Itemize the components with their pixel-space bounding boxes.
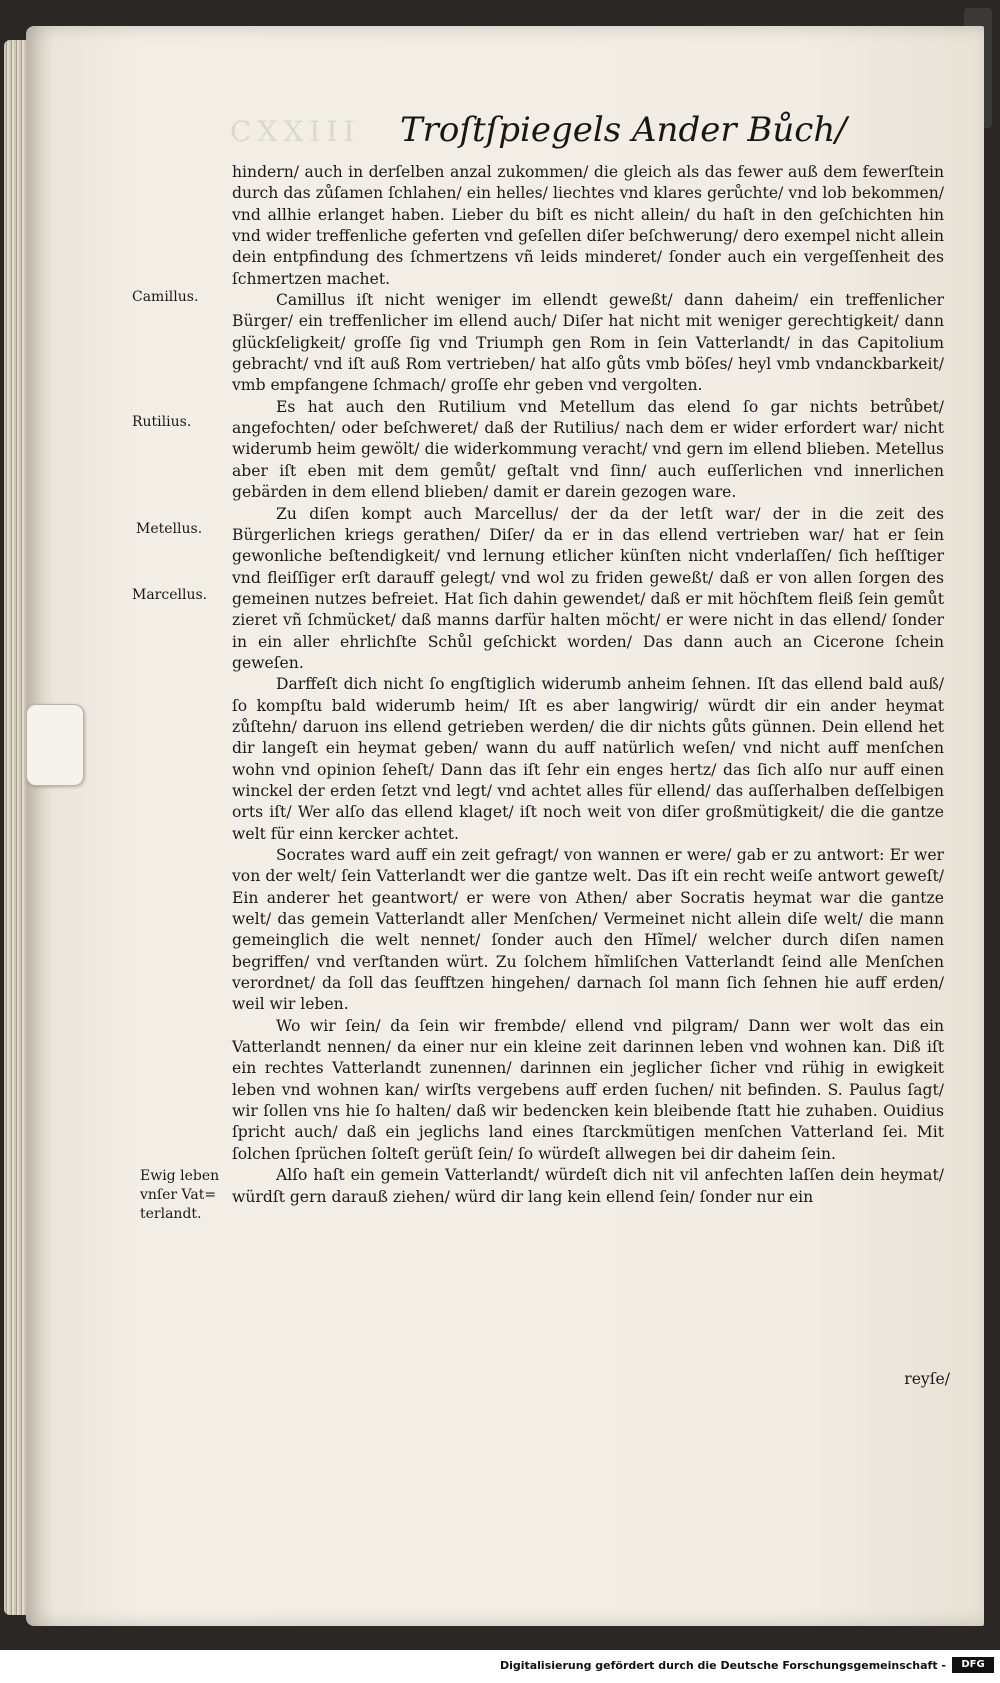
catchword: reyſe/ <box>904 1370 950 1388</box>
margin-note-metellus: Metellus. <box>136 521 203 537</box>
paragraph: Camillus iſt nicht weniger im ellendt geweßt/ dann daheim/ ein treffenlicher Bürger/ ein treffenlicher im ellend auch/ Diſer hat nicht mit weniger gerechtigkeit/ dann glückſeligkeit/ groſſe ſig vnd Triumph gen Rom in ſein Vatterlandt/ in das Capitolium gebracht/ vnd iſt auß Rom vertrieben/ hat alſo gůts vmb böſes/ heyl vmb vndanckbarkeit/ vmb empfangene ſchmach/ groſſe ehr geben vnd vergolten. <box>232 291 944 395</box>
body-text <box>232 162 944 1208</box>
margin-note-line: terlandt. <box>140 1206 202 1222</box>
paragraph: hindern/ auch in derſelben anzal zukommen/ die gleich als das fewer auß dem fewerſtein durch das zůſamen ſchlahen/ ein helles/ liechtes vnd klares gerůchte/ vnd lob bekommen/ vnd allhie erlanget haben. Lieber du biſt es nicht allein/ du haſt in den geſchichten hin vnd wider treffenliche geferten vnd geſellen diſer beſchwerung/ dero exempel nicht allein dein entpfindung des ſchmertzens vñ leids minderet/ ſonder auch ein vergeſſenheit des ſchmertzen machet. <box>232 163 944 288</box>
margin-note-marcellus: Marcellus. <box>132 587 208 603</box>
footer-bar <box>0 1651 1000 1683</box>
paragraph: Socrates ward auff ein zeit gefragt/ von wannen er were/ gab er zu antwort: Er wer von der welt/ ſein Vatterlandt wer die gantze welt. Das iſt ein recht weiſe antwort geweſt/ Ein anderer het geantwort/ er were von Athen/ aber Socratis heymat war die gantze welt/ das gemein Vatterlandt aller Menſchen/ Vermeinet nicht allein diſe welt/ die mann gemeinglich die welt nennet/ ſonder auch den Hĩmel/ welcher durch diſen namen begriffen/ vnd verſtanden würt. Zu ſolchem hĩmliſchen Vatterlandt ſeind alle Menſchen verordnet/ da ſoll das ſeufftzen hingehen/ darnach ſol mann ſich ſehnen hie auff erden/ weil wir leben. <box>232 846 944 1014</box>
paragraph: Wo wir ſein/ da ſein wir frembde/ ellend vnd pilgram/ Dann wer wolt das ein Vatterlandt nennen/ da einer nur ein kleine zeit darinnen leben vnd wohnen kan. Diß iſt ein rechtes Vatterlandt zunennen/ darinnen ein jeglicher ſicher vnd rühig in ewigkeit leben vnd wohnen kan/ wirſts vergebens auff erden ſuchen/ nit befinden. S. Paulus ſagt/ wir ſollen vns hie ſo halten/ daß wir bedencken kein bleibende ſtatt hie zuhaben. Ouidius ſpricht auch/ daß ein jeglichs land eines ſtarckmütigen menſchen Vatterland ſei. Mit ſolchen ſprüchen ſolteſt gerüſt ſein/ ſo würdeſt allwegen bei dir daheim ſein. <box>232 1016 944 1163</box>
running-head: Troſtſpiegels Ander Bůch/ <box>400 110 847 150</box>
paragraph: Darffeſt dich nicht ſo engſtiglich widerumb anheim ſehnen. Iſt das ellend bald auß/ ſo kompſtu bald widerumb heim/ Iſt es aber langwirig/ würdt dir ein ander heymat zůſtehn/ daruon ins ellend getrieben werden/ die dir nichts gůts günnen. Dein ellend het dir langeſt ein heymat geben/ wann du auff natürlich weſen/ vnd nicht auff menſchen wohn vnd opinion ſeheſt/ Dann das iſt ſehr ein enges hertz/ das ſich alſo nur auff einen winckel der erden ſetzt vnd legt/ vnd achtet alles für ellend/ das auſſerhalben deſſelbigen orts iſt/ Wer alſo das ellend klaget/ iſt noch weit von diſer großmütigkeit/ die die gantze welt für einn kercker achtet. <box>232 675 944 843</box>
margin-note-ewig-leben <box>140 1167 219 1224</box>
margin-note-line: Ewig leben <box>140 1168 220 1184</box>
paragraph: Es hat auch den Rutilium vnd Metellum das elend ſo gar nichts betrůbet/ angefochten/ oder beſchweret/ daß der Rutilius/ nach dem er wider erfordert war/ nicht widerumb heim gewölt/ die widerkommung veracht/ vnd gern im ellend blieben. Metellus aber iſt eben mit dem gemůt/ geſtalt vnd ſinn/ auch euſſerlichen vnd innerlichen gebärden in dem ellend blieben/ damit er darein gezogen ware. <box>232 397 944 502</box>
paragraph: Alſo haſt ein gemein Vatterlandt/ würdeſt dich nit vil anfechten laſſen dein heymat/ würdſt gern darauß ziehen/ würd dir lang kein ellend ſein/ ſonder nur ein <box>232 1166 944 1206</box>
footer-credit: Digitalisierung gefördert durch die Deutsche Forschungsgemeinschaft - <box>499 1659 946 1672</box>
margin-note-line: vnſer Vat= <box>140 1187 217 1203</box>
margin-note-camillus: Camillus. <box>132 289 199 305</box>
bleed-through-text: CXXIII <box>230 115 361 148</box>
margin-note-rutilius: Rutilius. <box>132 414 192 430</box>
page-tab-marker <box>26 704 84 786</box>
dfg-logo: DFG <box>952 1657 994 1673</box>
paragraph: Zu diſen kompt auch Marcellus/ der da der letſt war/ der in die zeit des Bürgerlichen kriegs gerathen/ Diſer/ da er in das ellend vertrieben war/ hat er ſein gewonliche beſtendigkeit/ vnd lernung etlicher künſten nicht vnderlaſſen/ ſich heſſtiger vnd fleiſſiger erſt darauff gelegt/ vnd wol zu friden geweßt/ daß er von allen ſorgen des gemeinen nutzes befreiet. Hat ſich dahin gewendet/ daß er mit höchſtem fleiß ſein gemůt zieret vñ ſchmücket/ daß manns darfür halten möcht/ er were nicht in das ellend/ ſonder in ein aller ehrlichſte Schůl geſchickt worden/ Das dann auch an Cicerone ſchein geweſen. <box>232 504 944 672</box>
